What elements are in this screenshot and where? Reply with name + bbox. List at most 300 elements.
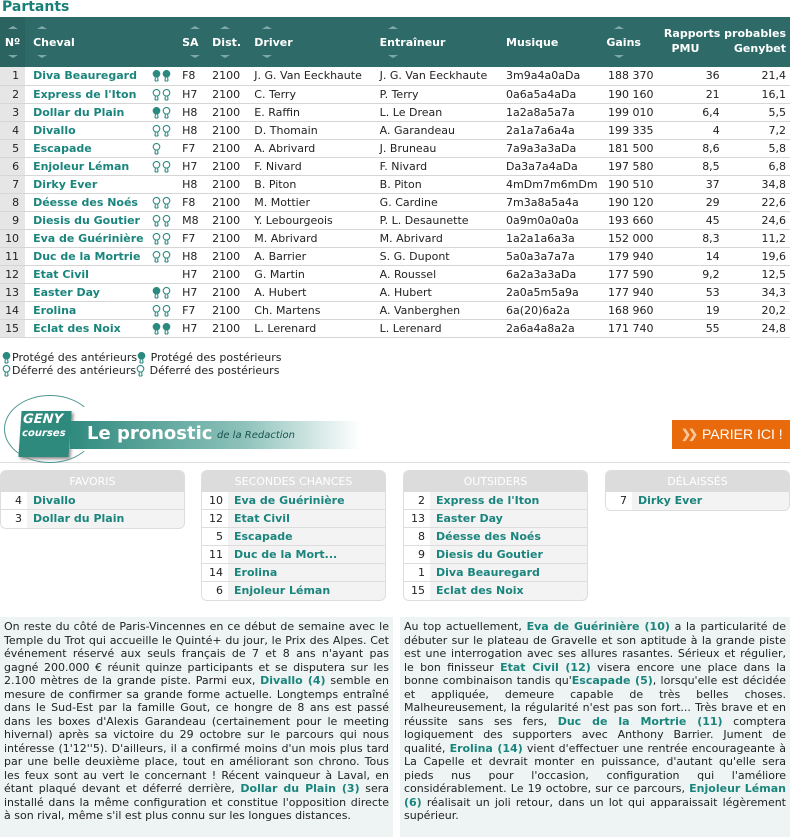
odds-genybet: 5,5 [724, 103, 790, 121]
odds-pmu: 14 [658, 247, 724, 265]
col-entraineur[interactable] [376, 17, 502, 67]
sex-age: H8 [178, 121, 208, 139]
deferre-anterior-icon [152, 124, 162, 137]
horse-name-link[interactable]: Dirky Ever [25, 175, 148, 193]
gains: 188 370 [602, 67, 657, 85]
prono-horse-link[interactable]: Diesis du Goutier [436, 548, 543, 561]
prono-item-number: 15 [404, 582, 430, 600]
shoeing-icons [148, 67, 178, 85]
trainer: S. G. Dupont [376, 247, 502, 265]
driver: A. Barrier [250, 247, 375, 265]
horse-name-link[interactable]: Diesis du Goutier [25, 211, 148, 229]
prono-horse-link[interactable]: Duc de la Mort... [234, 548, 338, 561]
odds-pmu: 8,5 [658, 157, 724, 175]
distance: 2100 [208, 301, 250, 319]
prono-item-number: 2 [404, 492, 430, 509]
trainer: P. Terry [376, 85, 502, 103]
text-segment: sera installé dans la même configuration et constitue l'opposition directe à son rival, même s'il est plus connu sur les longues distances. [4, 782, 389, 822]
horse-mention: Dollar du Plain (3) [240, 782, 360, 795]
geny-courses-logo [18, 411, 71, 457]
musique: 1a2a1a6a3a [502, 229, 602, 247]
prono-horse-link[interactable]: Easter Day [436, 512, 503, 525]
musique: 2a1a7a6a4a [502, 121, 602, 139]
horse-name-link[interactable]: Etat Civil [25, 265, 148, 283]
gains: 177 940 [602, 283, 657, 301]
driver: J. G. Van Eeckhaute [250, 67, 375, 85]
horse-name-link[interactable]: Diva Beauregard [25, 67, 148, 85]
sex-age: H8 [178, 103, 208, 121]
text-segment: Au top actuellement, [404, 620, 527, 633]
horse-name-link[interactable]: Divallo [25, 121, 148, 139]
odds-genybet: 24,6 [724, 211, 790, 229]
prono-horse-link[interactable]: Déesse des Noés [436, 530, 541, 543]
protege-posterior-icon [137, 351, 147, 364]
runner-number: 13 [0, 283, 25, 301]
col-entraineur-label: Entraîneur [379, 35, 446, 49]
sex-age: M8 [178, 211, 208, 229]
prono-item [202, 528, 385, 546]
col-sa[interactable] [178, 17, 208, 67]
prono-horse-link[interactable]: Escapade [234, 530, 293, 543]
col-dist[interactable] [208, 17, 250, 67]
gains: 190 510 [602, 175, 657, 193]
col-sa-label: SA [182, 35, 199, 49]
deferre-posterior-icon [162, 160, 172, 173]
horse-name-link[interactable]: Express de l'Iton [25, 85, 148, 103]
trainer: P. L. Desaunette [376, 211, 502, 229]
musique: 6a2a3a3aDa [502, 265, 602, 283]
sex-age: H7 [178, 283, 208, 301]
odds-genybet: 21,4 [724, 67, 790, 85]
deferre-posterior-icon [162, 196, 172, 209]
prono-item [1, 510, 184, 528]
prono-item-number: 5 [202, 528, 228, 545]
trainer: A. Hubert [376, 283, 502, 301]
prono-item [202, 492, 385, 510]
shoeing-icons [148, 139, 178, 157]
deferre-anterior-icon [152, 214, 162, 227]
odds-genybet: 22,6 [724, 193, 790, 211]
deferre-anterior-icon [2, 364, 12, 377]
distance: 2100 [208, 103, 250, 121]
section-title: Partants [2, 0, 70, 15]
horse-mention: Enjoleur Léman (6) [404, 782, 786, 809]
odds-pmu: 8,6 [658, 139, 724, 157]
musique: 1a2a8a5a7a [502, 103, 602, 121]
analysis-text-left [0, 617, 393, 837]
runner-number: 6 [0, 157, 25, 175]
pronostic-subtitle: de la Redaction [217, 430, 295, 441]
runner-number: 3 [0, 103, 25, 121]
trainer: A. Vanberghen [376, 301, 502, 319]
parier-ici-label: PARIER ICI ! [702, 426, 783, 442]
prono-item [1, 492, 184, 510]
odds-genybet: 12,5 [724, 265, 790, 283]
odds-genybet: 24,8 [724, 319, 790, 337]
prono-box-title: DÉLAISSÉS [606, 471, 789, 492]
prono-item-number: 11 [202, 546, 228, 563]
prono-box-title: SECONDES CHANCES [202, 471, 385, 492]
deferre-posterior-icon [162, 232, 172, 245]
col-musique [502, 17, 602, 67]
odds-genybet: 19,6 [724, 247, 790, 265]
odds-pmu: 8,3 [658, 229, 724, 247]
odds-genybet: 34,3 [724, 283, 790, 301]
odds-genybet: 34,8 [724, 175, 790, 193]
distance: 2100 [208, 211, 250, 229]
prono-box-delaisses [605, 470, 790, 511]
trainer: B. Piton [376, 175, 502, 193]
legend-da: Déferré des antérieurs [12, 364, 137, 377]
distance: 2100 [208, 229, 250, 247]
text-segment: visera encore une place dans la bonne combinaison tandis qu' [404, 660, 787, 687]
parier-ici-button[interactable] [672, 420, 790, 449]
odds-pmu: 6,4 [658, 103, 724, 121]
deferre-posterior-icon [162, 214, 172, 227]
prono-item [202, 564, 385, 582]
deferre-anterior-icon [152, 304, 162, 317]
trainer: J. G. Van Eeckhaute [376, 67, 502, 85]
horse-name-link[interactable]: Déesse des Noés [25, 193, 148, 211]
horse-name-link[interactable]: Escapade [25, 139, 148, 157]
logo-top: GENY [22, 412, 64, 427]
prono-item-number: 1 [404, 564, 430, 581]
sex-age: F7 [178, 139, 208, 157]
driver: C. Terry [250, 85, 375, 103]
deferre-anterior-icon [152, 250, 162, 263]
gains: 152 000 [602, 229, 657, 247]
runner-number: 7 [0, 175, 25, 193]
col-cheval[interactable] [25, 17, 148, 67]
driver: M. Abrivard [250, 229, 375, 247]
legend-pa: Protégé des antérieurs [12, 351, 138, 364]
gains: 193 660 [602, 211, 657, 229]
distance: 2100 [208, 157, 250, 175]
shoeing-icons [148, 85, 178, 103]
prono-item [404, 564, 587, 582]
sex-age: H7 [178, 85, 208, 103]
prono-horse-link[interactable]: Enjoleur Léman [234, 584, 331, 597]
driver: A. Abrivard [250, 139, 375, 157]
runner-number: 12 [0, 265, 25, 283]
col-musique-label: Musique [506, 35, 559, 49]
trainer: G. Cardine [376, 193, 502, 211]
sex-age: H7 [178, 265, 208, 283]
odds-pmu: 45 [658, 211, 724, 229]
trainer: L. Le Drean [376, 103, 502, 121]
musique: 7a9a3a3aDa [502, 139, 602, 157]
shoeing-icons [148, 193, 178, 211]
runner-row [0, 85, 790, 103]
driver: F. Nivard [250, 157, 375, 175]
odds-genybet: 11,2 [724, 229, 790, 247]
musique: 7m3a8a5a4a [502, 193, 602, 211]
gains: 171 740 [602, 319, 657, 337]
horse-mention: Eva de Guérinière (10) [526, 620, 670, 633]
shoeing-icons [148, 121, 178, 139]
musique: 2a6a4a8a2a [502, 319, 602, 337]
odds-genybet: 5,8 [724, 139, 790, 157]
trainer: M. Abrivard [376, 229, 502, 247]
prono-item [404, 492, 587, 510]
runner-number: 4 [0, 121, 25, 139]
horse-name-link[interactable]: Eva de Guérinière [25, 229, 148, 247]
musique: 0a9m0a0a0a [502, 211, 602, 229]
gains: 179 940 [602, 247, 657, 265]
prono-item-number: 12 [202, 510, 228, 527]
gains: 181 500 [602, 139, 657, 157]
driver: G. Martin [250, 265, 375, 283]
col-cheval-label: Cheval [33, 35, 75, 49]
horse-mention: Etat Civil (12) [500, 660, 591, 674]
odds-pmu: 9,2 [658, 265, 724, 283]
protege-posterior-icon [162, 322, 172, 335]
protege-anterior-icon [152, 106, 162, 119]
runner-row [0, 265, 790, 283]
col-driver-label: Driver [254, 35, 293, 49]
protege-anterior-icon [152, 286, 162, 299]
horse-mention: Erolina (14) [449, 741, 523, 755]
runner-row [0, 139, 790, 157]
deferre-posterior-icon [162, 124, 172, 137]
distance: 2100 [208, 67, 250, 85]
prono-item-number: 6 [202, 582, 228, 600]
driver: M. Mottier [250, 193, 375, 211]
prono-item [202, 546, 385, 564]
col-dist-label: Dist. [212, 35, 242, 49]
runner-number: 10 [0, 229, 25, 247]
prono-item-number: 8 [404, 528, 430, 545]
prono-item [606, 492, 789, 510]
odds-genybet: 7,2 [724, 121, 790, 139]
prono-item [404, 528, 587, 546]
prono-item-number: 10 [202, 492, 228, 509]
odds-genybet: 20,2 [724, 301, 790, 319]
protege-anterior-icon [152, 69, 162, 82]
text-segment: vient d'effectuer une rentrée encourageante à La Capelle et devrait monter en puissance, d'autant qu'elle sera pieds nus pour l'occasion, configuration qui l'améliore considérablement. Le 19 octobre, sur ce parcours, [404, 741, 786, 795]
runner-row [0, 67, 790, 85]
runner-number: 11 [0, 247, 25, 265]
prono-horse-link[interactable]: Divallo [33, 494, 76, 507]
runner-row [0, 193, 790, 211]
horse-mention: Divallo (4) [260, 674, 326, 687]
musique: 4mDm7m6mDm [502, 175, 602, 193]
distance: 2100 [208, 283, 250, 301]
odds-pmu: 55 [658, 319, 724, 337]
col-gains-label: Gains [606, 35, 641, 49]
sex-age: H8 [178, 247, 208, 265]
driver: D. Thomain [250, 121, 375, 139]
runner-number: 5 [0, 139, 25, 157]
distance: 2100 [208, 139, 250, 157]
musique: 6a(20)6a2a [502, 301, 602, 319]
runners-table [0, 17, 790, 338]
prono-box-secondes-chances [201, 470, 386, 601]
runner-row [0, 319, 790, 337]
trainer: F. Nivard [376, 157, 502, 175]
musique: 2a0a5m5a9a [502, 283, 602, 301]
analysis-text-right [400, 617, 790, 837]
prono-horse-link[interactable]: Dirky Ever [638, 494, 703, 507]
shoeing-icons [148, 283, 178, 301]
prono-horse-link[interactable]: Etat Civil [234, 512, 290, 525]
shoeing-legend [2, 351, 281, 377]
runner-number: 8 [0, 193, 25, 211]
text-segment: semble en mesure de confirmer sa grande forme actuelle. Longtemps entraîné dans le Sud-Est par la famille Gout, ce hongre de 8 ans est passé dans les boxes d'Alexis Garandeau (certainement pour le meeting hivernal) après sa victoire du 29 octobre sur le parcours qui nous intéresse (1'12''5). D'ailleurs, il a confirmé moins d'un mois plus tard par une belle deuxième place, tout en améliorant son chrono. Tous les feux sont au vert le concernant ! Récent vainqueur à Laval, en étant plaqué devant et déferré derrière, [4, 674, 389, 795]
deferre-posterior-icon [162, 106, 172, 119]
pronostic-title-band [70, 421, 360, 449]
pronostic-title: Le pronostic [87, 423, 213, 444]
shoeing-icons [148, 301, 178, 319]
prono-item [202, 582, 385, 600]
deferre-posterior-icon [162, 286, 172, 299]
deferre-posterior-icon [162, 304, 172, 317]
sex-age: F7 [178, 229, 208, 247]
text-segment: a la particularité de débuter sur le plateau de Gravelle et son aptitude à la grande piste est une interrogation avec ses allures rasantes. Sérieux et régulier, le bon finisseur [404, 620, 786, 674]
gains: 199 335 [602, 121, 657, 139]
distance: 2100 [208, 175, 250, 193]
prono-box-favoris [0, 470, 185, 529]
protege-anterior-icon [152, 322, 162, 335]
driver: L. Lerenard [250, 319, 375, 337]
shoeing-icons [148, 175, 178, 193]
prono-horse-link[interactable]: Erolina [234, 566, 278, 579]
musique: 5a0a3a7a7a [502, 247, 602, 265]
runner-row [0, 301, 790, 319]
prono-item [404, 510, 587, 528]
sex-age: F8 [178, 193, 208, 211]
legend-pp: Protégé des postérieurs [150, 351, 282, 364]
trainer: A. Roussel [376, 265, 502, 283]
prono-item [404, 546, 587, 564]
trainer: J. Bruneau [376, 139, 502, 157]
odds-pmu: 19 [658, 301, 724, 319]
deferre-anterior-icon [152, 160, 162, 173]
prono-horse-link[interactable]: Eclat des Noix [436, 584, 524, 597]
distance: 2100 [208, 247, 250, 265]
col-gains[interactable] [602, 17, 657, 67]
double-chevron-icon: ❯❯ [681, 427, 696, 441]
gains: 197 580 [602, 157, 657, 175]
odds-genybet: 16,1 [724, 85, 790, 103]
gains: 168 960 [602, 301, 657, 319]
odds-genybet: 6,8 [724, 157, 790, 175]
runner-number: 2 [0, 85, 25, 103]
sex-age: F7 [178, 301, 208, 319]
trainer: L. Lerenard [376, 319, 502, 337]
sex-age: H7 [178, 157, 208, 175]
col-shoes [148, 17, 178, 67]
odds-pmu: 21 [658, 85, 724, 103]
shoeing-icons [148, 211, 178, 229]
driver: A. Hubert [250, 283, 375, 301]
musique: Da3a7a4aDa [502, 157, 602, 175]
prono-box-title: FAVORIS [1, 471, 184, 492]
runner-number: 14 [0, 301, 25, 319]
text-segment: , lorsqu'elle est décidée et appliquée, demeure capable de très belles choses. Malheureusement, la régularité n'est pas son fort... Très brave et en réussite sans ses fers, [404, 674, 786, 728]
distance: 2100 [208, 85, 250, 103]
prono-horse-link[interactable]: Express de l'Iton [436, 494, 540, 507]
distance: 2100 [208, 319, 250, 337]
runner-row [0, 283, 790, 301]
prono-item [202, 510, 385, 528]
horse-name-link[interactable]: Enjoleur Léman [25, 157, 148, 175]
col-num[interactable] [0, 17, 25, 67]
runner-number: 1 [0, 67, 25, 85]
musique: 0a6a5a4aDa [502, 85, 602, 103]
prono-horse-link[interactable]: Eva de Guérinière [234, 494, 345, 507]
prono-item-number: 9 [404, 546, 430, 563]
deferre-anterior-icon [152, 232, 162, 245]
sex-age: F8 [178, 67, 208, 85]
prono-item-number: 4 [1, 492, 27, 509]
horse-name-link[interactable]: Duc de la Mortrie [25, 247, 148, 265]
horse-name-link[interactable]: Eclat des Noix [25, 319, 148, 337]
runner-row [0, 157, 790, 175]
sex-age: H8 [178, 175, 208, 193]
prono-horse-link[interactable]: Dollar du Plain [33, 512, 125, 525]
distance: 2100 [208, 121, 250, 139]
deferre-anterior-icon [152, 88, 162, 101]
col-rapports[interactable] [658, 17, 791, 67]
shoeing-icons [148, 319, 178, 337]
deferre-anterior-icon [152, 196, 162, 209]
gains: 190 160 [602, 85, 657, 103]
odds-pmu: 53 [658, 283, 724, 301]
horse-mention: Escapade (5) [571, 674, 653, 687]
musique: 3m9a4a0aDa [502, 67, 602, 85]
gains: 190 120 [602, 193, 657, 211]
prono-box-title: OUTSIDERS [404, 471, 587, 492]
sex-age: H7 [178, 319, 208, 337]
runner-row [0, 211, 790, 229]
prono-item-number: 7 [606, 492, 632, 510]
runner-row [0, 175, 790, 193]
gains: 177 590 [602, 265, 657, 283]
distance: 2100 [208, 193, 250, 211]
rapports-label: Rapports probables [663, 27, 786, 40]
prono-item-number: 3 [1, 510, 27, 528]
driver: Y. Lebourgeois [250, 211, 375, 229]
col-pmu-label[interactable]: PMU [671, 42, 700, 55]
deferre-posterior-icon [162, 88, 172, 101]
runner-row [0, 229, 790, 247]
runner-row [0, 121, 790, 139]
runner-row [0, 103, 790, 121]
driver: B. Piton [250, 175, 375, 193]
col-driver[interactable] [250, 17, 375, 67]
odds-pmu: 36 [658, 67, 724, 85]
prono-horse-link[interactable]: Diva Beauregard [436, 566, 540, 579]
odds-pmu: 29 [658, 193, 724, 211]
distance: 2100 [208, 265, 250, 283]
trainer: A. Garandeau [376, 121, 502, 139]
horse-name-link[interactable]: Easter Day [25, 283, 148, 301]
deferre-anterior-icon [152, 142, 162, 155]
deferre-posterior-icon [162, 250, 172, 263]
col-genybet-label[interactable]: Genybet [733, 42, 786, 55]
prono-item [404, 582, 587, 600]
col-num-label: Nº [4, 35, 21, 49]
horse-name-link[interactable]: Erolina [25, 301, 148, 319]
text-segment: On reste du côté de Paris-Vincennes en ce début de semaine avec le Temple du Trot qui accueille le Quinté+ du jour, le Prix des Alpes. Cet événement réservé aux seuls français de 7 et 8 ans n'ayant pas gagné 200.000 € réunit quinze participants et se disputera sur les 2.100 mètres de la grande piste. Parmi eux, [4, 620, 389, 687]
horse-name-link[interactable]: Dollar du Plain [25, 103, 148, 121]
odds-pmu: 4 [658, 121, 724, 139]
shoeing-icons [148, 157, 178, 175]
text-segment: réalisait un joli retour, dans un lot qui apparaissait légèrement supérieur. [404, 795, 786, 822]
gains: 199 010 [602, 103, 657, 121]
prono-box-outsiders [403, 470, 588, 601]
